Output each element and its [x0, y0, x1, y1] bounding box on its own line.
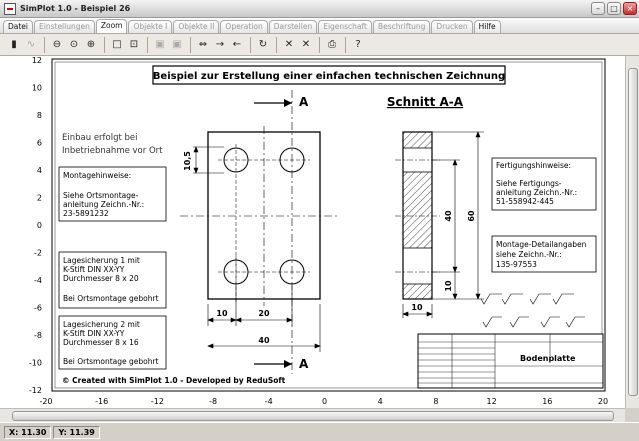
pan-left-right-icon[interactable]: ⇔: [198, 39, 208, 50]
surface-symbols: [481, 294, 585, 327]
vertical-scroll-thumb[interactable]: [628, 68, 638, 396]
menu-tab-zoom[interactable]: Zoom: [96, 19, 128, 33]
plot-area[interactable]: [0, 56, 625, 408]
status-x: X: 11.30: [4, 426, 51, 439]
menu-tab-darstellen[interactable]: Darstellen: [269, 20, 317, 33]
x-tick-label: 16: [542, 397, 553, 406]
x-tick-label: -16: [95, 397, 109, 406]
box-lage-1-text: [63, 256, 159, 303]
x-axis-ticks: [39, 397, 608, 406]
zoom-next-icon[interactable]: ▣: [172, 39, 182, 50]
status-y: Y: 11.39: [53, 426, 99, 439]
svg-text:Montage-Detailangaben: Montage-Detailangaben: [496, 240, 587, 249]
zoom-auto-icon[interactable]: ⊡: [129, 39, 139, 50]
refresh-icon[interactable]: ↻: [258, 39, 268, 50]
y-tick-label: 0: [36, 221, 42, 230]
svg-text:Durchmesser 8 x 16: Durchmesser 8 x 16: [63, 338, 139, 347]
svg-text:23-5891232: 23-5891232: [63, 209, 109, 218]
y-tick-label: -12: [28, 386, 42, 395]
dim-10-5: 10,5: [183, 151, 192, 171]
svg-text:Bei Ortsmontage gebohrt: Bei Ortsmontage gebohrt: [63, 294, 159, 303]
zoom-in-icon[interactable]: ⊕: [86, 39, 96, 50]
dim-10-side: 10: [444, 280, 453, 292]
dim-10-section: 10: [411, 303, 423, 312]
drawing-canvas[interactable]: [0, 56, 625, 408]
toolbar-separator: [319, 37, 320, 53]
x-tick-label: 8: [433, 397, 439, 406]
help-icon[interactable]: ?: [355, 39, 361, 50]
close-button[interactable]: ×: [623, 2, 637, 15]
toolbar-separator: [250, 37, 251, 53]
maximize-button[interactable]: □: [607, 2, 621, 15]
menu-tab-drucken[interactable]: Drucken: [431, 20, 472, 33]
dim-40-width: 40: [258, 336, 270, 345]
menu-tab-operation[interactable]: Operation: [220, 20, 267, 33]
x-tick-label: -8: [209, 397, 218, 406]
svg-text:Durchmesser 8 x 20: Durchmesser 8 x 20: [63, 274, 139, 283]
y-tick-label: 2: [36, 193, 42, 203]
part-name: Bodenplatte: [520, 354, 576, 363]
status-bar: [0, 422, 639, 441]
x-tick-label: 20: [597, 397, 609, 406]
menu-tab-objekte-i[interactable]: Objekte I: [128, 20, 172, 33]
svg-text:Fertigungshinweise:: Fertigungshinweise:: [496, 161, 572, 170]
svg-text:Lagesicherung 1 mit: Lagesicherung 1 mit: [63, 256, 140, 265]
svg-text:Siehe Ortsmontage-: Siehe Ortsmontage-: [63, 191, 139, 200]
menu-tab-objekte-ii[interactable]: Objekte II: [173, 20, 219, 33]
y-tick-label: 12: [31, 56, 42, 65]
minimize-button[interactable]: –: [591, 2, 605, 15]
svg-text:51-558942-445: 51-558942-445: [496, 197, 554, 206]
delete-icon[interactable]: ✕: [284, 39, 294, 50]
arrow-left-icon[interactable]: ←: [232, 39, 242, 50]
y-tick-label: 10: [31, 83, 42, 93]
horizontal-scroll-thumb[interactable]: [12, 411, 614, 421]
y-tick-label: -2: [34, 248, 42, 258]
arrow-right-icon[interactable]: →: [215, 39, 225, 50]
front-view: [180, 90, 340, 374]
y-tick-label: 6: [36, 138, 42, 148]
toolbar: [0, 34, 639, 56]
menu-bar: [0, 18, 639, 34]
x-tick-label: -4: [264, 397, 273, 406]
cut-label-bottom: A: [299, 357, 309, 371]
toolbar-separator: [190, 37, 191, 53]
title-bar: [0, 0, 639, 18]
window-title: SimPlot 1.0 - Beispiel 26: [20, 4, 131, 13]
print-icon[interactable]: ⎙: [328, 39, 336, 50]
toolbar-separator: [147, 37, 148, 53]
svg-text:siehe Zeichn.-Nr.:: siehe Zeichn.-Nr.:: [496, 250, 562, 259]
section-label: Schnitt A-A: [386, 95, 464, 109]
x-tick-label: -12: [150, 397, 164, 406]
horizontal-scrollbar[interactable]: [0, 408, 625, 422]
svg-text:anleitung Zeichn.-Nr.:: anleitung Zeichn.-Nr.:: [63, 200, 145, 209]
y-tick-label: 4: [36, 166, 42, 175]
zoom-box-icon[interactable]: □: [112, 39, 122, 50]
toolbar-separator: [104, 37, 105, 53]
x-tick-label: 4: [377, 397, 383, 406]
zoom-out-icon[interactable]: ⊖: [52, 39, 62, 50]
svg-text:Siehe Fertigungs-: Siehe Fertigungs-: [496, 179, 562, 188]
toolbar-separator: [276, 37, 277, 53]
drawing-title: Beispiel zur Erstellung einer einfachen technischen Zeichnung: [152, 71, 506, 82]
menu-tab-einstellungen[interactable]: Einstellungen: [34, 20, 95, 33]
box-montage-text: [63, 171, 144, 218]
y-tick-label: -6: [34, 303, 42, 313]
dim-20: 20: [258, 309, 270, 318]
svg-text:K-Stift DIN XX-YY: K-Stift DIN XX-YY: [63, 265, 125, 274]
x-tick-label: 0: [321, 397, 328, 406]
y-tick-label: -8: [34, 331, 42, 340]
dim-10: 10: [216, 309, 228, 318]
svg-text:Bei Ortsmontage gebohrt: Bei Ortsmontage gebohrt: [63, 357, 159, 366]
zoom-fit-icon[interactable]: ⊙: [69, 39, 79, 50]
note-einbau-line-2: Inbetriebnahme vor Ort: [62, 146, 163, 156]
y-tick-label: -4: [34, 276, 42, 285]
exit-icon[interactable]: ▮: [11, 39, 17, 50]
credit-text: © Created with SimPlot 1.0 - Developed by ReduSoft: [62, 376, 286, 385]
box-fertigung-text: [496, 161, 577, 206]
box-lage-2-text: [63, 320, 159, 366]
y-tick-label: -10: [28, 358, 42, 368]
section-view: [395, 132, 440, 299]
x-tick-label: -20: [39, 397, 53, 406]
menu-tab-hilfe[interactable]: Hilfe: [474, 20, 501, 33]
cut-label-top: A: [299, 95, 309, 109]
menu-tab-eigenschaft[interactable]: Eigenschaft: [318, 20, 372, 33]
dim-40-height: 40: [444, 210, 453, 222]
menu-tab-beschriftung[interactable]: Beschriftung: [373, 20, 430, 33]
y-axis-ticks: [29, 56, 42, 395]
svg-text:K-Stift DIN XX-YY: K-Stift DIN XX-YY: [63, 329, 125, 338]
toolbar-separator: [345, 37, 346, 53]
svg-text:Montagehinweise:: Montagehinweise:: [63, 171, 132, 180]
app-icon: [4, 3, 16, 15]
box-detail-text: [496, 240, 587, 269]
svg-text:anleitung Zeichn.-Nr.:: anleitung Zeichn.-Nr.:: [496, 188, 578, 197]
note-einbau-line-1: Einbau erfolgt bei: [62, 133, 138, 143]
svg-text:Lagesicherung 2 mit: Lagesicherung 2 mit: [63, 320, 140, 329]
toolbar-separator: [44, 37, 45, 53]
scroll-corner: [625, 408, 639, 422]
dim-60: 60: [467, 210, 476, 222]
curve-icon[interactable]: ∿: [26, 39, 36, 50]
menu-tab-datei[interactable]: Datei: [3, 20, 33, 33]
svg-text:135-97553: 135-97553: [496, 260, 537, 269]
y-tick-label: 8: [36, 111, 42, 120]
zoom-prev-icon[interactable]: ▣: [155, 39, 165, 50]
x-tick-label: 12: [486, 397, 497, 406]
front-dimensions: [193, 147, 320, 352]
vertical-scrollbar[interactable]: [625, 56, 639, 408]
delete-all-icon[interactable]: ✕: [301, 39, 311, 50]
